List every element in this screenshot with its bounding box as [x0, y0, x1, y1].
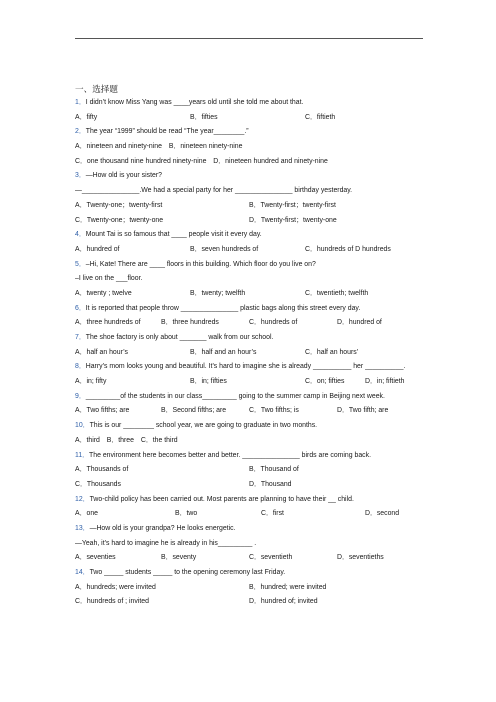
options-row — [75, 463, 423, 478]
question-number: 9． — [75, 392, 86, 400]
option-a[interactable]: A．one — [75, 510, 98, 518]
question-4 — [75, 228, 423, 243]
option-a[interactable]: A．Thousands of — [75, 466, 129, 474]
question-text: –I live on the ___floor. — [75, 275, 143, 283]
question-text: Mount Tai is so famous that ____ people visit it every day. — [85, 231, 262, 239]
option-a[interactable]: A．fifty — [75, 113, 98, 121]
question-text: It is reported that people throw _______________ plastic bags along this street every day. — [85, 304, 361, 312]
options-row[interactable] — [75, 434, 423, 449]
question-text-continued — [75, 537, 423, 552]
options-row — [75, 595, 423, 610]
question-2 — [75, 125, 423, 140]
question-number: 2． — [75, 128, 86, 136]
options-text[interactable]: A．third B．three C．the third — [75, 436, 178, 444]
option-d[interactable]: D．Twenty-first；twenty-one — [249, 216, 337, 224]
option-d[interactable]: D．second — [365, 510, 400, 518]
options-row — [75, 287, 423, 302]
option-a[interactable]: A．Twenty-one；twenty-first — [75, 201, 163, 209]
option-c[interactable]: C．fiftieth — [305, 113, 336, 121]
option-b[interactable]: B．twenty; twelfth — [190, 289, 246, 297]
options-row — [75, 478, 423, 493]
question-14 — [75, 566, 423, 581]
question-number: 4． — [75, 231, 86, 239]
question-text: —Yeah, it’s hard to imagine he is already in his_________ . — [75, 539, 257, 547]
options-row[interactable] — [75, 155, 423, 170]
question-3 — [75, 169, 423, 184]
option-b[interactable]: B．Second fifths; are — [161, 407, 227, 415]
option-a[interactable]: A．hundred of — [75, 245, 120, 253]
option-b[interactable]: B．in; fifties — [190, 378, 227, 386]
option-b[interactable]: B．hundred; were invited — [249, 583, 327, 591]
question-text: The environment here becomes better and better. _______________ birds are coming back. — [89, 451, 371, 459]
question-number: 8． — [75, 363, 86, 371]
option-b[interactable]: B．seventy — [161, 554, 197, 562]
question-13 — [75, 522, 423, 537]
option-a[interactable]: A．twenty ; twelve — [75, 289, 132, 297]
options-text[interactable]: C．one thousand nine hundred ninety-nine D．nineteen hundred and ninety-nine — [75, 157, 328, 165]
question-number: 7． — [75, 334, 86, 341]
question-text: The year “1999” should be read “The year________.” — [85, 128, 249, 136]
option-b[interactable]: B．half and an hour’s — [190, 348, 257, 356]
question-1 — [75, 96, 423, 111]
options-row — [75, 214, 423, 229]
question-text: —_______________.We had a special party for her _______________ birthday yesterday. — [75, 187, 353, 195]
option-b[interactable]: B．three hundreds — [161, 319, 219, 327]
question-number: 12． — [75, 495, 90, 503]
question-text: —How old is your sister? — [85, 172, 162, 180]
options-row — [75, 581, 423, 596]
option-c[interactable]: C．first — [261, 510, 284, 518]
question-text: Two-child policy has been carried out. Most parents are planning to have their __ child. — [89, 495, 354, 503]
question-text: The shoe factory is only about _______ walk from our school. — [85, 334, 274, 341]
option-c[interactable]: C．seventieth — [249, 554, 293, 562]
options-text[interactable]: A．nineteen and ninety-nine B．nineteen ninety-nine — [75, 143, 243, 151]
options-row — [75, 199, 423, 214]
option-c[interactable]: C．hundreds of ; invited — [75, 598, 149, 606]
question-text: —How old is your grandpa? He looks energetic. — [89, 524, 236, 532]
option-c[interactable]: C．Thousands — [75, 480, 121, 488]
option-c[interactable]: C．twentieth; twelfth — [305, 289, 369, 297]
option-d[interactable]: D．in; fiftieth — [365, 378, 405, 386]
option-c[interactable]: C．half an hours’ — [305, 348, 359, 356]
question-text-continued — [75, 184, 423, 199]
question-5 — [75, 258, 423, 273]
options-row — [75, 375, 423, 390]
option-c[interactable]: C．Two fifths; is — [249, 407, 299, 415]
option-a[interactable]: A．hundreds; were invited — [75, 583, 156, 591]
question-8 — [75, 360, 423, 375]
option-c[interactable]: C．hundreds of — [249, 319, 298, 327]
question-text-continued — [75, 272, 423, 287]
option-d[interactable]: D．Two fifth; are — [337, 407, 389, 415]
header-rule — [75, 38, 423, 39]
question-text: –Hi, Kate! There are ____ floors in this building. Which floor do you live on? — [85, 260, 316, 268]
option-b[interactable]: B．two — [175, 510, 198, 518]
question-number: 13． — [75, 524, 90, 532]
option-d[interactable]: D．seventieths — [337, 554, 384, 562]
option-a[interactable]: A．seventies — [75, 554, 116, 562]
question-number: 5． — [75, 260, 86, 268]
question-number: 10． — [75, 422, 90, 430]
option-d[interactable]: D．hundred of — [337, 319, 382, 327]
question-7 — [75, 331, 423, 346]
question-12 — [75, 493, 423, 508]
question-10 — [75, 419, 423, 434]
question-text: Two _____ students _____ to the opening ceremony last Friday. — [89, 569, 286, 577]
option-d[interactable]: D．Thousand — [249, 480, 292, 488]
question-text: This is our ________ school year, we are going to graduate in two months. — [89, 422, 318, 430]
option-b[interactable]: B．Twenty-first；twenty-first — [249, 201, 336, 209]
question-9 — [75, 390, 423, 405]
question-text: I didn’t know Miss Yang was ____years old until she told me about that. — [85, 99, 304, 106]
option-a[interactable]: A．Two fifths; are — [75, 407, 130, 415]
option-c[interactable]: C．hundreds of D hundreds — [305, 245, 391, 253]
question-text: _________of the students in our class_________ going to the summer camp in Beijing next week. — [85, 392, 385, 400]
section-title: 一、选择题 — [75, 84, 118, 94]
question-number: 11． — [75, 451, 90, 459]
question-11 — [75, 449, 423, 464]
question-number: 1． — [75, 99, 86, 106]
options-row — [75, 316, 423, 331]
options-row — [75, 346, 423, 361]
option-a[interactable]: A．half an hour’s — [75, 348, 128, 356]
option-b[interactable]: B．fifties — [190, 113, 218, 121]
option-a[interactable]: A．three hundreds of — [75, 319, 141, 327]
options-row — [75, 404, 423, 419]
options-row[interactable] — [75, 140, 423, 155]
question-text: Harry’s mom looks young and beautiful. It’s hard to imagine she is already __________ her __________. — [85, 363, 406, 371]
question-number: 14． — [75, 569, 90, 577]
option-b[interactable]: B．seven hundreds of — [190, 245, 259, 253]
options-row — [75, 551, 423, 566]
option-c[interactable]: C．on; fifties — [305, 378, 345, 386]
question-number: 6． — [75, 304, 86, 312]
options-row — [75, 111, 423, 126]
question-number: 3． — [75, 172, 86, 180]
option-d[interactable]: D．hundred of; invited — [249, 598, 318, 606]
options-row — [75, 507, 423, 522]
options-row — [75, 243, 423, 258]
option-b[interactable]: B．Thousand of — [249, 466, 299, 474]
question-list — [75, 96, 423, 610]
option-c[interactable]: C．Twenty-one；twenty-one — [75, 216, 164, 224]
option-a[interactable]: A．in; fifty — [75, 378, 107, 386]
question-6 — [75, 302, 423, 317]
